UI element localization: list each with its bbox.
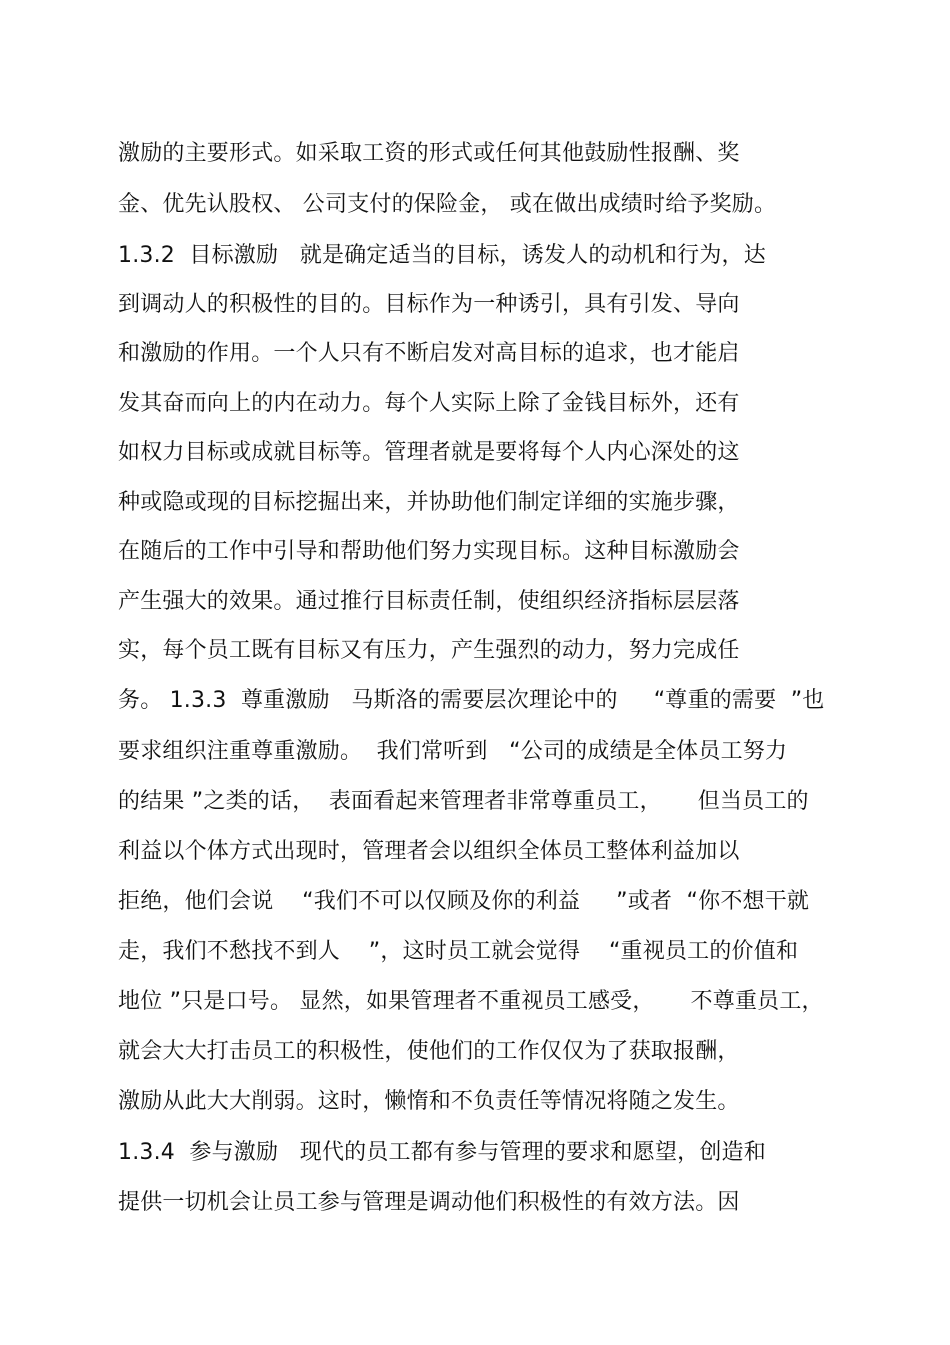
text-line: 激励的主要形式。如采取工资的形式或任何其他鼓励性报酬、奖 <box>118 141 740 166</box>
text-line: 要求组织注重尊重激励。 我们常听到 “公司的成绩是全体员工努力 <box>118 739 788 764</box>
text-line: 实，每个员工既有目标又有压力，产生强烈的动力，努力完成任 <box>118 638 740 663</box>
text-line: 利益以个体方式出现时，管理者会以组织全体员工整体利益加以 <box>118 839 740 864</box>
text-line: 种或隐或现的目标挖掘出来，并协助他们制定详细的实施步骤， <box>118 490 740 515</box>
text-line: 提供一切机会让员工参与管理是调动他们积极性的有效方法。因 <box>118 1190 740 1215</box>
text-line: 和激励的作用。一个人只有不断启发对高目标的追求，也才能启 <box>118 341 740 366</box>
text-line: 如权力目标或成就目标等。管理者就是要将每个人内心深处的这 <box>118 440 740 465</box>
text-line: 地位 ”只是口号。 显然，如果管理者不重视员工感受， 不尊重员工， <box>118 989 824 1014</box>
text-line: 拒绝，他们会说 “我们不可以仅顾及你的利益 ”或者 “你不想干就 <box>118 889 810 914</box>
text-line: 1.3.2 目标激励 就是确定适当的目标，诱发人的动机和行为，达 <box>118 243 766 268</box>
text-line: 1.3.4 参与激励 现代的员工都有参与管理的要求和愿望，创造和 <box>118 1140 766 1165</box>
text-line: 到调动人的积极性的目的。目标作为一种诱引，具有引发、导向 <box>118 292 740 317</box>
text-line: 激励从此大大削弱。这时，懒惰和不负责任等情况将随之发生。 <box>118 1089 740 1114</box>
text-line: 金、优先认股权、 公司支付的保险金， 或在做出成绩时给予奖励。 <box>118 192 777 217</box>
text-line: 走，我们不愁找不到人 ”，这时员工就会觉得 “重视员工的价值和 <box>118 939 799 964</box>
text-line: 产生强大的效果。通过推行目标责任制，使组织经济指标层层落 <box>118 589 740 614</box>
text-line: 的结果 ”之类的话， 表面看起来管理者非常尊重员工， 但当员工的 <box>118 789 809 814</box>
text-line: 发其奋而向上的内在动力。每个人实际上除了金钱目标外，还有 <box>118 391 740 416</box>
text-line: 在随后的工作中引导和帮助他们努力实现目标。这种目标激励会 <box>118 539 740 564</box>
text-line: 务。 1.3.3 尊重激励 马斯洛的需要层次理论中的 “尊重的需要 ”也 <box>118 688 825 713</box>
text-line: 就会大大打击员工的积极性，使他们的工作仅仅为了获取报酬， <box>118 1039 740 1064</box>
